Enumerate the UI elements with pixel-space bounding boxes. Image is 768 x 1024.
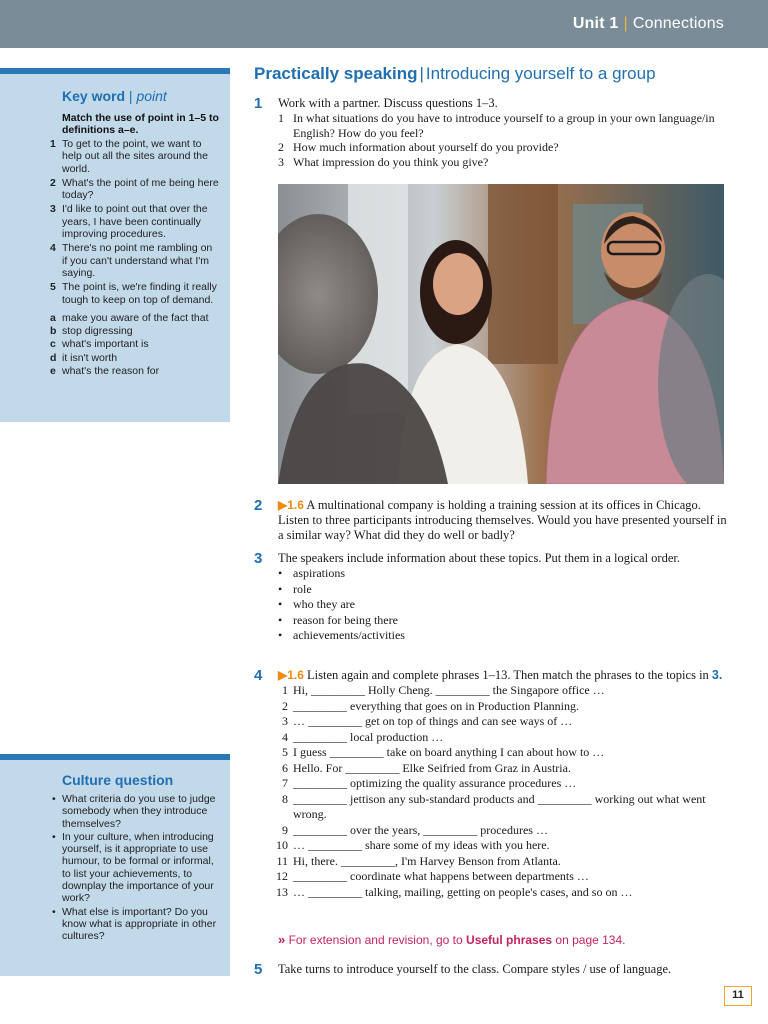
exercise-number: 5 bbox=[254, 961, 263, 978]
culture-question-box bbox=[0, 754, 230, 976]
question-text: What impression do you think you give? bbox=[293, 154, 489, 169]
phrase-text: … _________ get on top of things and can see ways of … bbox=[293, 714, 573, 728]
reference-text-after: on page 134. bbox=[555, 933, 626, 947]
culture-item: • In your culture, when introducing yourself, is it appropriate to use humour, to be formal or informal, to list your achievements, to downplay the importance of your work? bbox=[62, 831, 220, 905]
page-title-text bbox=[254, 64, 732, 84]
page-number: 11 bbox=[724, 986, 752, 1006]
exercise-2 bbox=[254, 498, 732, 543]
keyword-sentences bbox=[50, 138, 220, 306]
question-number: 2 bbox=[278, 140, 284, 154]
item-text: What's the point of me being here today? bbox=[62, 176, 219, 202]
keyword-sentence bbox=[50, 203, 220, 241]
topic-item: • achievements/activities bbox=[278, 628, 732, 644]
definition-letter: e bbox=[50, 365, 56, 378]
header-separator: | bbox=[623, 15, 628, 32]
phrase-text: Hello. For _________ Elke Seifried from Graz in Austria. bbox=[293, 760, 571, 775]
question-number: 1 bbox=[278, 111, 284, 125]
unit-label: Unit 1 bbox=[572, 15, 619, 32]
phrase-number: 2 bbox=[282, 698, 288, 713]
phrase-list bbox=[278, 683, 732, 900]
phrase-item bbox=[278, 838, 732, 854]
exercise-instruction: Work with a partner. Discuss questions 1–3. bbox=[278, 96, 498, 110]
exercise-instruction: The speakers include information about these topics. Put them in a logical order. bbox=[278, 551, 680, 565]
phrase-number: 10 bbox=[276, 838, 288, 852]
keyword-word: point bbox=[136, 88, 167, 104]
header-bar bbox=[0, 0, 768, 48]
phrase-number: 11 bbox=[276, 853, 288, 868]
topic-item: • reason for being there bbox=[278, 613, 732, 629]
phrase-item bbox=[278, 823, 732, 839]
phrase-item bbox=[278, 745, 732, 761]
exercise-instruction bbox=[278, 668, 732, 683]
phrase-number: 1 bbox=[282, 683, 288, 697]
item-number: 3 bbox=[50, 203, 56, 216]
audio-track-number: 1.6 bbox=[287, 498, 304, 512]
definition-letter: a bbox=[50, 311, 56, 324]
exercise-5 bbox=[254, 962, 732, 977]
phrase-item bbox=[278, 714, 732, 730]
exercise-number: 1 bbox=[254, 95, 263, 112]
phrase-item bbox=[278, 854, 732, 870]
item-number: 1 bbox=[50, 138, 56, 150]
exercise-reference: 3. bbox=[711, 668, 723, 682]
exercise-number: 4 bbox=[254, 667, 263, 684]
keyword-definitions bbox=[50, 311, 220, 378]
definition-item bbox=[50, 311, 220, 324]
useful-phrases-link[interactable]: Useful phrases bbox=[466, 933, 553, 947]
phrase-number: 6 bbox=[282, 760, 288, 775]
keyword-sentence bbox=[50, 138, 220, 175]
definition-letter: c bbox=[50, 338, 56, 351]
phrase-number: 8 bbox=[282, 791, 288, 806]
culture-item: • What else is important? Do you know what is appropriate in other cultures? bbox=[62, 906, 220, 943]
question-text: In what situations do you have to introduce yourself to a group in your own language/in English? How do you feel? bbox=[293, 111, 715, 140]
phrase-text: _________ jettison any sub-standard products and _________ working out what went wrong. bbox=[293, 791, 706, 821]
phrase-number: 9 bbox=[282, 822, 288, 837]
phrase-number: 12 bbox=[276, 869, 288, 883]
definition-text: what's the reason for bbox=[62, 365, 160, 378]
definition-item bbox=[50, 325, 220, 338]
phrase-item bbox=[278, 776, 732, 792]
phrase-number: 5 bbox=[282, 745, 288, 759]
section-name: Connections bbox=[632, 15, 724, 32]
definition-letter: b bbox=[50, 325, 57, 338]
phrase-text: _________ local production … bbox=[293, 729, 444, 744]
definition-item bbox=[50, 365, 220, 378]
question-item bbox=[278, 111, 732, 140]
photo-illustration bbox=[278, 184, 724, 484]
phrase-text: Hi, there. _________, I'm Harvey Benson from Atlanta. bbox=[293, 853, 561, 868]
exercise-number: 2 bbox=[254, 497, 263, 514]
reference-text-before: For extension and revision, go to bbox=[288, 933, 463, 947]
definition-letter: d bbox=[50, 351, 57, 364]
topic-item: • who they are bbox=[278, 597, 732, 613]
phrase-item bbox=[278, 683, 732, 699]
question-text: How much information about yourself do you provide? bbox=[293, 140, 559, 154]
item-text: The point is, we're finding it really tough to keep on top of demand. bbox=[62, 281, 217, 306]
title-separator: | bbox=[419, 64, 424, 83]
topic-item: • role bbox=[278, 582, 732, 598]
keyword-box bbox=[0, 68, 230, 422]
phrase-number: 7 bbox=[282, 776, 288, 790]
item-number: 5 bbox=[50, 281, 56, 294]
phrase-text: _________ everything that goes on in Production Planning. bbox=[293, 698, 579, 713]
title-bold: Practically speaking bbox=[254, 64, 418, 83]
phrase-text: _________ over the years, _________ procedures … bbox=[293, 822, 548, 837]
culture-title: Culture question bbox=[62, 772, 174, 788]
group-meeting-photo bbox=[278, 184, 724, 484]
culture-item: • What criteria do you use to judge somebody when they introduce themselves? bbox=[62, 793, 220, 830]
phrase-text: _________ coordinate what happens between departments … bbox=[293, 869, 589, 883]
keyword-sentence bbox=[50, 176, 220, 202]
discussion-questions bbox=[278, 111, 732, 169]
phrase-item bbox=[278, 885, 732, 901]
question-item bbox=[278, 155, 732, 170]
phrase-number: 4 bbox=[282, 729, 288, 744]
definition-text: stop digressing bbox=[62, 325, 133, 338]
audio-track-icon[interactable]: ▶1.6 bbox=[278, 498, 304, 512]
culture-list bbox=[62, 793, 220, 943]
topic-item: • aspirations bbox=[278, 566, 732, 582]
definition-item bbox=[50, 338, 220, 351]
phrase-number: 3 bbox=[282, 714, 288, 728]
phrase-text: I guess _________ take on board anything I can about how to … bbox=[293, 745, 605, 759]
phrase-item bbox=[278, 792, 732, 823]
keyword-instruction: Match the use of point in 1–5 to definitions a–e. bbox=[62, 112, 219, 136]
exercise-4 bbox=[254, 668, 732, 900]
phrase-text: … _________ share some of my ideas with you here. bbox=[293, 838, 550, 852]
phrase-text: … _________ talking, mailing, getting on people's cases, and so on … bbox=[293, 884, 633, 899]
exercise-text: A multinational company is holding a training session at its offices in Chicago. Listen to three participants introducing themselves. Would you have presented yourself in a similar way? What did they do well or badly? bbox=[278, 498, 727, 542]
question-number: 3 bbox=[278, 154, 284, 169]
chevron-right-icon: » bbox=[278, 932, 286, 947]
keyword-title bbox=[62, 88, 220, 104]
phrase-item bbox=[278, 869, 732, 885]
keyword-separator: | bbox=[128, 88, 133, 104]
audio-track-number: 1.6 bbox=[287, 668, 304, 682]
title-rest: Introducing yourself to a group bbox=[425, 64, 656, 83]
definition-text: make you aware of the fact that bbox=[62, 311, 209, 324]
keyword-sentence bbox=[50, 281, 220, 306]
useful-phrases-reference bbox=[278, 932, 626, 947]
exercise-3 bbox=[254, 551, 732, 644]
phrase-item bbox=[278, 730, 732, 746]
item-number: 2 bbox=[50, 176, 56, 189]
audio-track-icon[interactable]: ▶1.6 bbox=[278, 668, 304, 682]
unit-heading bbox=[573, 15, 724, 33]
item-number: 4 bbox=[50, 242, 56, 255]
phrase-item bbox=[278, 699, 732, 715]
question-item bbox=[278, 140, 732, 155]
phrase-number: 13 bbox=[276, 884, 288, 899]
exercise-instruction bbox=[278, 498, 732, 543]
exercise-1 bbox=[254, 96, 732, 169]
item-text: To get to the point, we want to help out all the sites around the world. bbox=[62, 138, 208, 175]
exercise-text: Listen again and complete phrases 1–13. Then match the phrases to the topics in bbox=[307, 668, 709, 682]
item-text: I'd like to point out that over the years, I have been continually improving procedures. bbox=[62, 203, 208, 241]
definition-item bbox=[50, 351, 220, 364]
exercise-instruction: Take turns to introduce yourself to the class. Compare styles / use of language. bbox=[278, 962, 672, 976]
page-title bbox=[254, 64, 732, 84]
phrase-item bbox=[278, 761, 732, 777]
exercise-number: 3 bbox=[254, 550, 263, 567]
topic-list bbox=[278, 566, 732, 644]
item-text: There's no point me rambling on if you can't understand what I'm saying. bbox=[62, 242, 213, 279]
phrase-text: Hi, _________ Holly Cheng. _________ the Singapore office … bbox=[293, 683, 605, 697]
definition-text: it isn't worth bbox=[62, 351, 118, 364]
definition-text: what's important is bbox=[62, 338, 149, 351]
keyword-sentence bbox=[50, 242, 220, 279]
phrase-text: _________ optimizing the quality assurance procedures … bbox=[293, 776, 577, 790]
keyword-title-text: Key word bbox=[62, 88, 126, 104]
